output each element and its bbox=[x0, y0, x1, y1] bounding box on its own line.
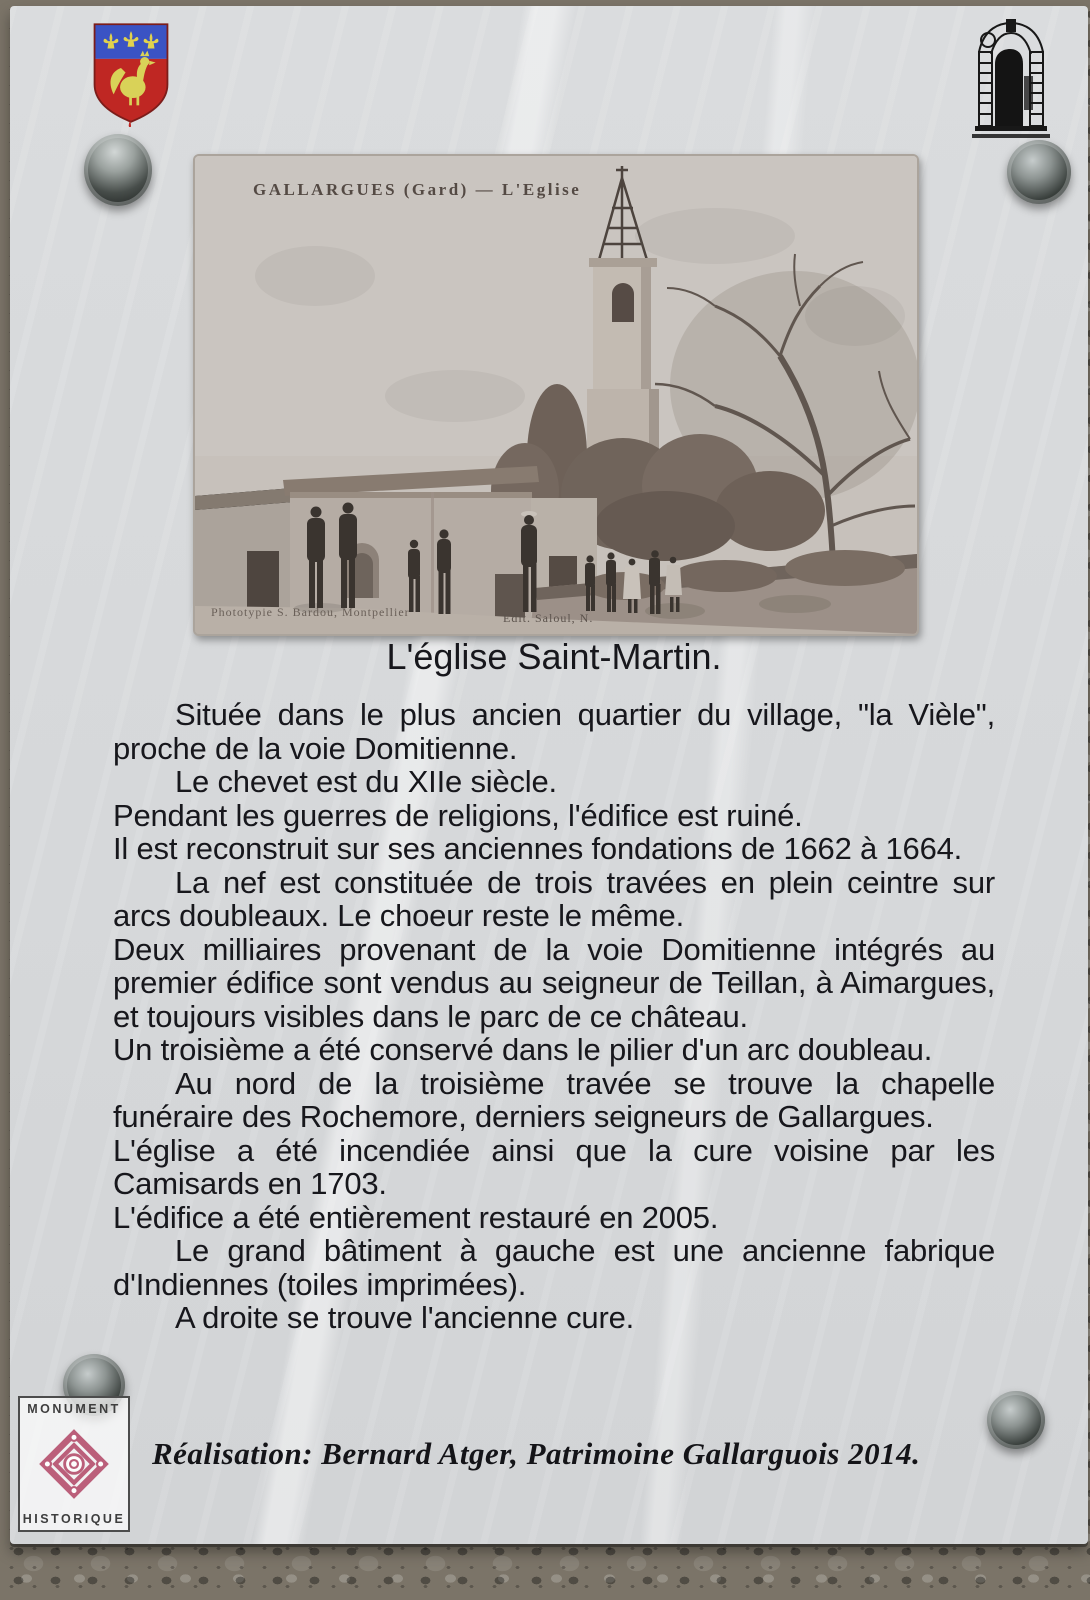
paragraph: L'église a été incendiée ainsi que la cure voisine par les Camisards en 1703. bbox=[113, 1132, 995, 1201]
paragraph: Le grand bâtiment à gauche est une ancienne fabrique d'Indiennes (toiles imprimées). bbox=[113, 1233, 995, 1302]
bolt-top-right bbox=[1007, 140, 1071, 204]
mh-word-top: MONUMENT bbox=[27, 1402, 121, 1416]
paragraph: Deux milliaires provenant de la voie Domitienne intégrés au premier édifice sont vendus au seigneur de Teillan, à Aimargues, et toujours visibles dans le parc de ce château. bbox=[113, 931, 995, 1034]
mh-word-bottom: HISTORIQUE bbox=[22, 1512, 126, 1526]
paragraph: A droite se trouve l'ancienne cure. bbox=[175, 1300, 635, 1335]
paragraph: Située dans le plus ancien quartier du village, "la Vièle", proche de la voie Domitienne. bbox=[113, 697, 995, 766]
paragraph: Le chevet est du XIIe siècle. bbox=[175, 764, 557, 799]
postcard-credit-editor: Edit. Saloul, N. bbox=[503, 611, 594, 625]
paragraph: Il est reconstruit sur ses anciennes fondations de 1662 à 1664. bbox=[113, 831, 963, 866]
portal-engraving-icon bbox=[970, 18, 1052, 142]
bolt-top-left bbox=[84, 134, 152, 206]
monument-historique-logo bbox=[18, 1396, 130, 1532]
paragraph: Au nord de la troisième travée se trouve la chapelle funéraire des Rochemore, derniers seigneurs de Gallargues. bbox=[113, 1065, 995, 1134]
postcard-credit-photographer: Phototypie S. Bardou, Montpellier bbox=[211, 605, 410, 619]
heritage-plaque-panel bbox=[10, 6, 1088, 1544]
photo-title: L'église Saint-Martin. bbox=[386, 636, 722, 677]
body-text bbox=[113, 698, 995, 1335]
mh-labyrinth-icon bbox=[38, 1428, 110, 1500]
paragraph: Un troisième a été conservé dans le pilier d'un arc doubleau. bbox=[113, 1032, 933, 1067]
paragraph: L'édifice a été entièrement restauré en 2005. bbox=[113, 1199, 719, 1235]
postcard-caption: GALLARGUES (Gard) — L'Eglise bbox=[253, 180, 582, 199]
coat-of-arms-gallargues bbox=[90, 19, 172, 127]
postcard-scene bbox=[195, 156, 917, 634]
vintage-postcard-photo bbox=[193, 154, 919, 636]
paragraph: La nef est constituée de trois travées en plein ceintre sur arcs doubleaux. Le choeur reste le même. bbox=[113, 864, 995, 933]
paragraph: Pendant les guerres de religions, l'édifice est ruiné. bbox=[113, 797, 803, 833]
credit-line: Réalisation: Bernard Atger, Patrimoine Gallarguois 2014. bbox=[152, 1436, 921, 1471]
